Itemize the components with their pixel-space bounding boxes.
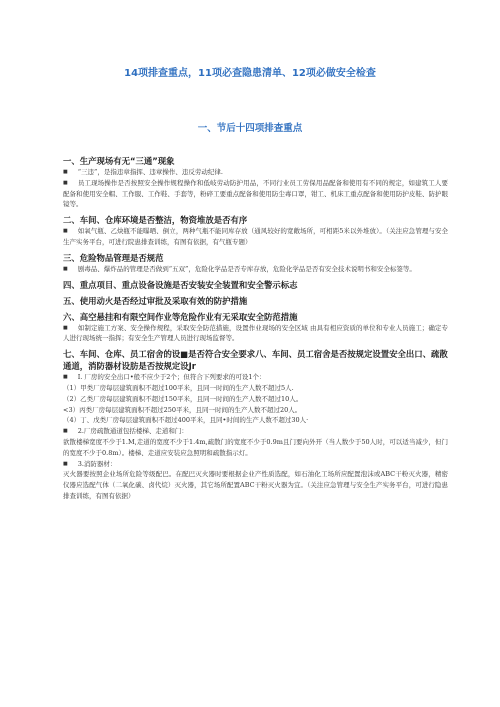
bullet-paragraph: ■ 如氧气瓶、乙炔瓶不能曝晒、倒立，两种气瓶不能同库存放（通风较好的宽敞场所，可相距5米以外堆放）。（关注应急管理与安全生产实务平台，可进行院患排查训练，有图有依据，有气瓶专题）: [63, 226, 448, 248]
item-heading: 七、车间、仓库、员工宿舍的设■是否符合安全要求八、车间、员工宿舍是否按规定设置安全出口、疏散通道，消防器材设肪是否按规定设Jr: [63, 349, 448, 372]
bullet-paragraph: ■ 员工现场操作是否按照安全操作规程操作和低岐劳动防护用品，不同行业员工劳保用品配备和使用有不同的规定，如建筑工人要配备和使用安全帽、工作服、工作鞋、手套等，粉碎工要重点配备和使用防尘毒口罩，钳工、机床工重点配备和使用防护皮鞋、防护眼镜等。: [63, 178, 448, 210]
paragraph: 灭火器要按照企业场所危险等级配巴。在配巴灭火器时要根据企业产性质选配，如石油化工场所应配置泡沫或ABC干粉灭火器，精密仪器应选配气体（二氧化碳、卤代烷）灭火器，其它场所配置ABC干粉灭火器为宜。（关注应急管理与安全生产实务平台，可进行隐患排查训练，有图有依据）: [63, 470, 448, 500]
document-title: 14项排查重点，11项必查隐患清单、12项必做安全检查: [124, 68, 376, 79]
item-heading: 二、车间、仓库环境是否整洁，物资堆放是否有序: [63, 215, 248, 226]
bullet-paragraph: ■ I. 厂房的安全出口•般不应少于2个；但符合下列要求的可设1个：: [63, 372, 448, 383]
bullet-paragraph: ■ 如制定施工方案、安全操作规程，采取安全防范措施，设置作业现场的安全区域 由具有相应资质的单位和专业人员施工；确定专人进行现场统一指挥；有安全生产管理人员进行现场监督等。: [63, 323, 448, 345]
paragraph: 欲散楼梯宽度不少于1.M,走道的宽度不少于1.4m,疏散门的宽度不少于0.9m且门要向外开（当人数少于50人时，可以适当减少，但门的宽度不少于0.8m）。楼梯、走道应安装应急照明和疏散指示灯。: [63, 437, 448, 457]
item-heading: 三、危险物品管理是否规范: [63, 252, 164, 263]
bullet-paragraph: ■ “三违”，是指违章指挥、违章操作、违反劳动纪律.: [63, 167, 448, 178]
item-heading: 一、生产现场有无“三通”现象: [63, 156, 175, 166]
item-6: [63, 311, 448, 345]
bullet-paragraph: ■ 剧毒品、爆炸品的管理是否做到“五双”，危险化学品是否专库存放，危险化学品是否有安全技术说明书和安全标签等。: [63, 264, 448, 275]
bullet-paragraph: ■ 3.消防器材：: [63, 459, 448, 470]
section-title: 一、节后十四项排查重点: [197, 123, 303, 134]
document-body: [63, 155, 448, 502]
item-1: [63, 155, 448, 210]
paragraph: （4）丁、戊类厂房每层建筑面积不超过400平米，且同•时间的生产人数不超过30人·: [63, 416, 309, 425]
item-5: [63, 295, 448, 307]
item-heading: 四、重点项目、重点设备设施是否安装安全装置和安全警示标志: [63, 279, 298, 290]
item-4: [63, 279, 448, 291]
item-heading: 六、高空悬挂和有限空间作业等危险作业有无采取安全防范措施: [63, 311, 298, 322]
paragraph: （1）甲类厂房每层建筑面积不超过100平米，且同一时间的生产人数不超过5人.: [63, 383, 294, 392]
item-heading: 五、使用动火是否经过审批及采取有效的防护措施: [63, 295, 248, 306]
item-3: [63, 252, 448, 275]
paragraph: （2）乙类厂房每层建筑面积不超过150平米，且同一时间的生产人数不超过10人。: [63, 394, 303, 403]
paragraph: <3）丙类厂房每层建筑面积不超过250平米，且同一时间的生产人数不超过20人。: [63, 405, 302, 414]
item-2: [63, 214, 448, 248]
bullet-paragraph: ■ 2.厂房疏散通道包括楼梯、走道和门：: [63, 426, 448, 437]
item-7: [63, 348, 448, 502]
